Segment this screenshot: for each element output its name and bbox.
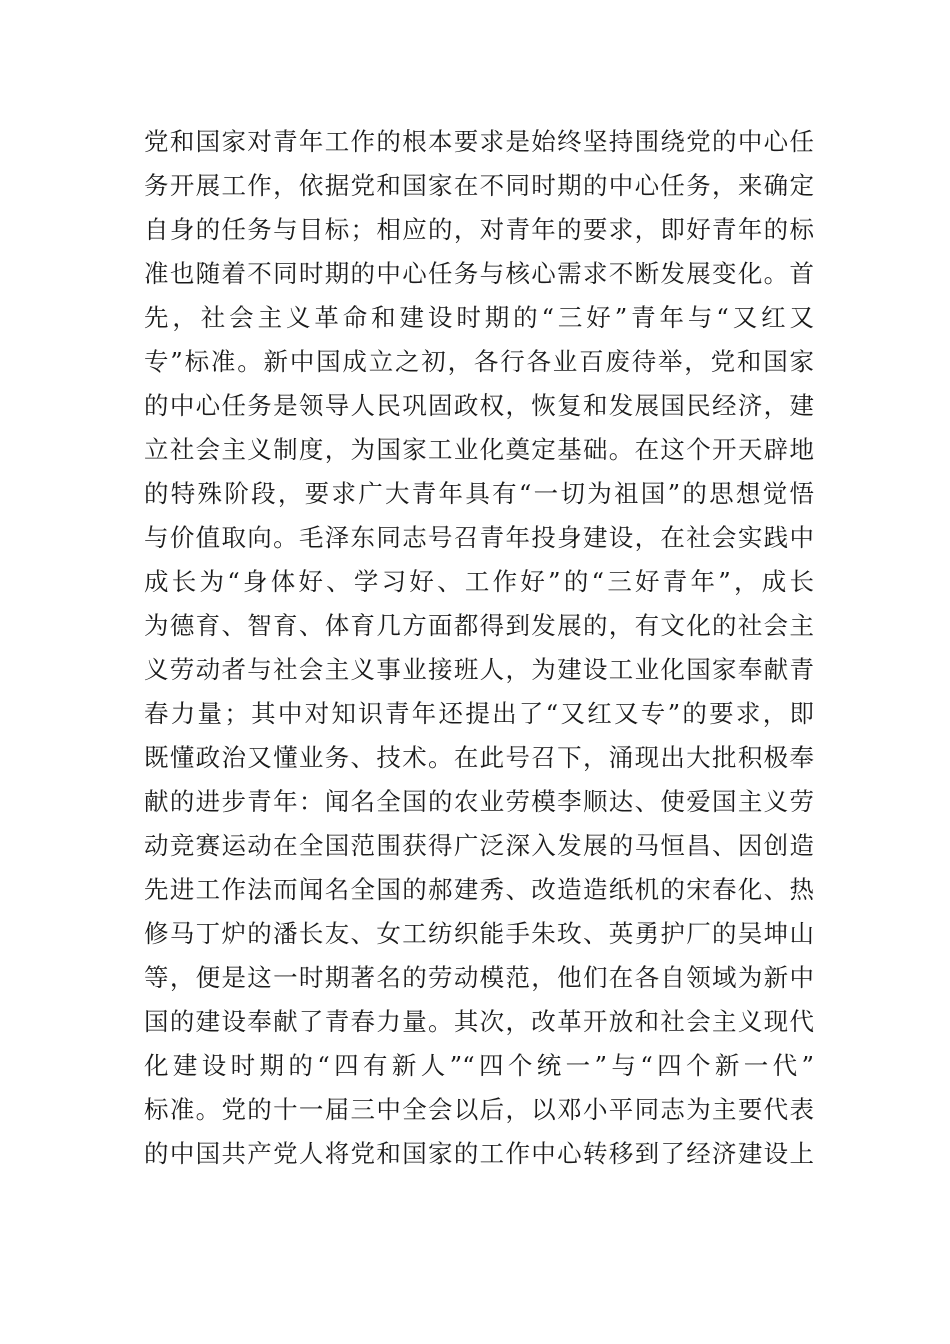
text-line: 立社会主义制度，为国家工业化奠定基础。在这个开天辟地 xyxy=(144,435,814,464)
text-line: 等，便是这一时期著名的劳动模范，他们在各自领域为新中 xyxy=(144,963,814,992)
text-line: 春力量；其中对知识青年还提出了“又红又专”的要求，即 xyxy=(144,699,814,728)
text-line: 标准。党的十一届三中全会以后，以邓小平同志为主要代表 xyxy=(144,1095,814,1124)
text-line: 修马丁炉的潘长友、女工纺织能手朱玫、英勇护厂的吴坤山 xyxy=(144,919,814,948)
text-line: 党和国家对青年工作的根本要求是始终坚持围绕党的中心任 xyxy=(144,127,814,156)
body-paragraph xyxy=(144,120,814,1176)
text-line: 的特殊阶段，要求广大青年具有“一切为祖国”的思想觉悟 xyxy=(144,479,814,508)
text-line: 先进工作法而闻名全国的郝建秀、改造造纸机的宋春化、热 xyxy=(144,875,814,904)
text-line: 与价值取向。毛泽东同志号召青年投身建设，在社会实践中 xyxy=(144,523,814,552)
text-line: 动竞赛运动在全国范围获得广泛深入发展的马恒昌、因创造 xyxy=(144,831,814,860)
text-line: 的中国共产党人将党和国家的工作中心转移到了经济建设上 xyxy=(144,1139,814,1168)
text-line: 自身的任务与目标；相应的，对青年的要求，即好青年的标 xyxy=(144,215,814,244)
text-line: 献的进步青年：闻名全国的农业劳模李顺达、使爱国主义劳 xyxy=(144,787,814,816)
text-line: 义劳动者与社会主义事业接班人，为建设工业化国家奉献青 xyxy=(144,655,814,684)
text-line: 为德育、智育、体育几方面都得到发展的，有文化的社会主 xyxy=(144,611,814,640)
text-line: 成长为“身体好、学习好、工作好”的“三好青年”，成长 xyxy=(144,567,814,596)
text-line: 专”标准。新中国成立之初，各行各业百废待举，党和国家 xyxy=(144,347,814,376)
text-line: 国的建设奉献了青春力量。其次，改革开放和社会主义现代 xyxy=(144,1007,814,1036)
text-line: 化建设时期的“四有新人”“四个统一”与“四个新一代” xyxy=(144,1051,814,1080)
text-line: 的中心任务是领导人民巩固政权，恢复和发展国民经济，建 xyxy=(144,391,814,420)
text-line: 先，社会主义革命和建设时期的“三好”青年与“又红又 xyxy=(144,303,814,332)
text-line: 务开展工作，依据党和国家在不同时期的中心任务，来确定 xyxy=(144,171,814,200)
text-line: 既懂政治又懂业务、技术。在此号召下，涌现出大批积极奉 xyxy=(144,743,814,772)
text-line: 准也随着不同时期的中心任务与核心需求不断发展变化。首 xyxy=(144,259,814,288)
